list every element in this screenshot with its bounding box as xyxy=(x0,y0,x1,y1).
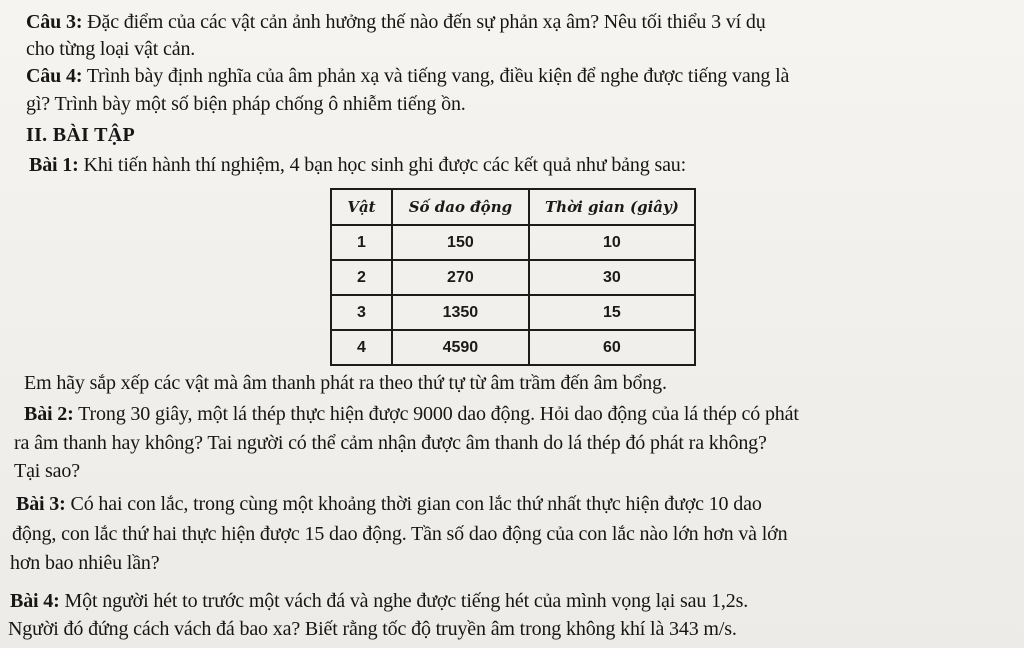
exercise-1-instruction: Em hãy sắp xếp các vật mà âm thanh phát ra theo thứ tự từ âm trầm đến âm bổng. xyxy=(24,372,667,394)
table-cell: 1350 xyxy=(392,295,529,330)
table-header-cell: Số dao động xyxy=(392,189,529,225)
exercise-1-label: Bài 1: xyxy=(29,154,79,176)
exercise-2-line-3: Tại sao? xyxy=(14,460,80,482)
question-4-line-1 xyxy=(26,64,789,88)
section-heading: II. BÀI TẬP xyxy=(26,124,136,146)
table-row xyxy=(331,260,695,295)
question-3-line-1 xyxy=(26,10,766,34)
table-cell: 2 xyxy=(331,260,392,295)
table-cell: 3 xyxy=(331,295,392,330)
question-3-text: Đặc điểm của các vật cản ảnh hưởng thế nào đến sự phản xạ âm? Nêu tối thiểu 3 ví dụ xyxy=(82,11,766,33)
exercise-4-line-1 xyxy=(10,589,748,613)
question-3-label: Câu 3: xyxy=(26,11,83,33)
exercise-1-line xyxy=(29,153,686,177)
table-cell: 10 xyxy=(529,225,695,260)
table-cell: 60 xyxy=(529,330,695,365)
question-3-line-2: cho từng loại vật cản. xyxy=(26,38,196,60)
question-4-text: Trình bày định nghĩa của âm phản xạ và tiếng vang, điều kiện để nghe được tiếng vang là xyxy=(82,65,790,87)
table-cell: 150 xyxy=(392,225,529,260)
table-cell: 1 xyxy=(331,225,392,260)
exercise-2-text: Trong 30 giây, một lá thép thực hiện được 9000 dao động. Hỏi dao động của lá thép có phát xyxy=(73,403,799,425)
table-header-cell: Vật xyxy=(331,189,392,225)
table-header-cell: Thời gian (giây) xyxy=(529,189,695,225)
table-header-row xyxy=(331,189,695,225)
question-4-line-2: gì? Trình bày một số biện pháp chống ô nhiễm tiếng ồn. xyxy=(26,93,466,115)
table-cell: 270 xyxy=(392,260,529,295)
table-cell: 4 xyxy=(331,330,392,365)
question-4-label: Câu 4: xyxy=(26,65,83,87)
results-table xyxy=(330,188,696,366)
exercise-2-line-1 xyxy=(24,402,799,426)
table-row xyxy=(331,225,695,260)
exercise-3-line-3: hơn bao nhiêu lần? xyxy=(10,552,160,574)
table-row xyxy=(331,330,695,365)
table-row xyxy=(331,295,695,330)
exercise-2-label: Bài 2: xyxy=(24,403,74,425)
exercise-3-line-1 xyxy=(16,492,762,516)
exercise-1-text: Khi tiến hành thí nghiệm, 4 bạn học sinh ghi được các kết quả như bảng sau: xyxy=(78,154,687,176)
exercise-3-line-2: động, con lắc thứ hai thực hiện được 15 dao động. Tần số dao động của con lắc nào lớn hơn và lớn xyxy=(12,523,788,545)
table-cell: 4590 xyxy=(392,330,529,365)
exercise-3-text: Có hai con lắc, trong cùng một khoảng thời gian con lắc thứ nhất thực hiện được 10 dao xyxy=(65,493,762,515)
exercise-4-line-2: Người đó đứng cách vách đá bao xa? Biết rằng tốc độ truyền âm trong không khí là 343 m/s. xyxy=(8,618,737,640)
exercise-3-label: Bài 3: xyxy=(16,493,66,515)
table-cell: 15 xyxy=(529,295,695,330)
table-cell: 30 xyxy=(529,260,695,295)
exercise-2-line-2: ra âm thanh hay không? Tai người có thể cảm nhận được âm thanh do lá thép đó phát ra không? xyxy=(14,432,767,454)
exercise-4-text: Một người hét to trước một vách đá và nghe được tiếng hét của mình vọng lại sau 1,2s. xyxy=(59,590,749,612)
exercise-4-label: Bài 4: xyxy=(10,590,60,612)
